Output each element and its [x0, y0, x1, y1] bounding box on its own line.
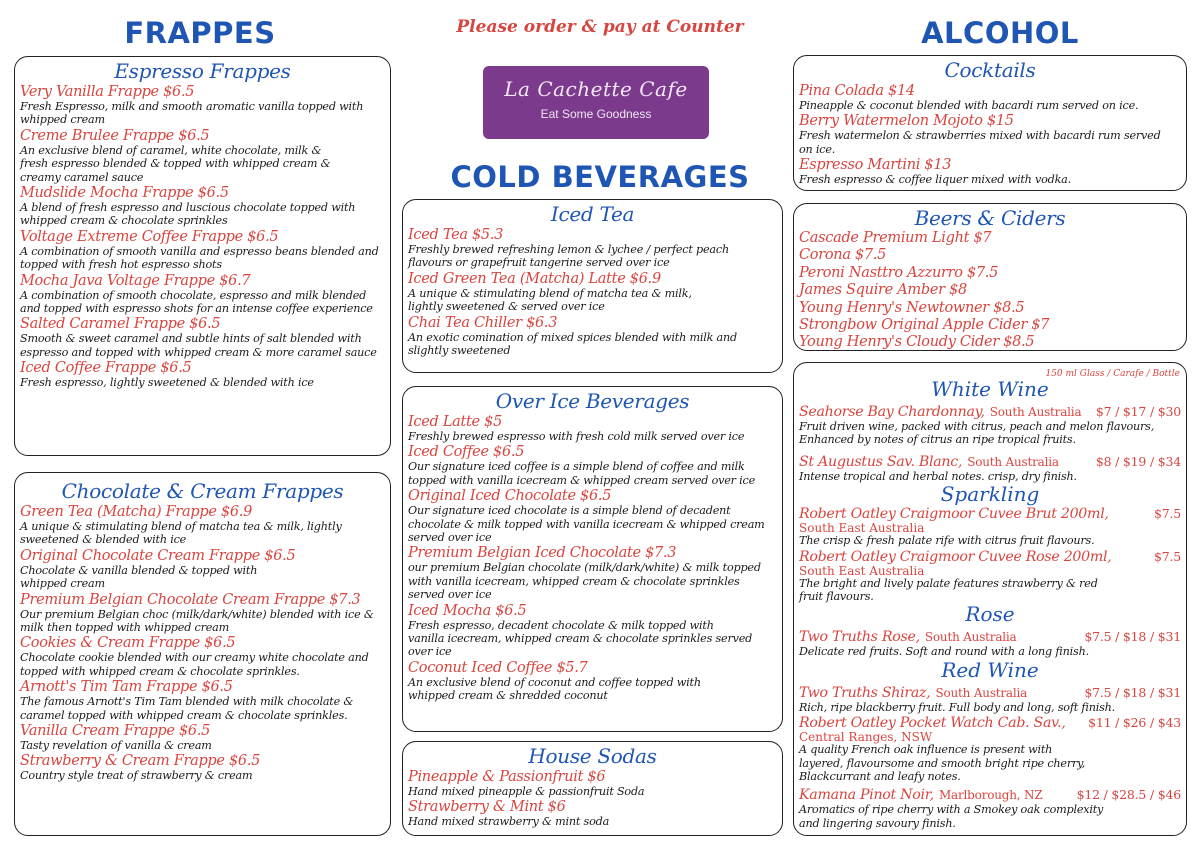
item-name: Salted Caramel Frappe $6.5: [20, 316, 221, 333]
wine-item: [799, 682, 1181, 714]
menu-item: [408, 603, 777, 659]
menu-item: [20, 592, 385, 635]
chocolate-frappes-panel: [14, 472, 391, 836]
cocktails-panel: [793, 55, 1187, 191]
wine-name: Two Truths Shiraz,: [799, 684, 931, 701]
order-notice: Please order & pay at Counter: [456, 17, 744, 37]
wine-region: South East Australia: [799, 521, 925, 536]
item-name: Very Vanilla Frappe $6.5: [20, 84, 195, 100]
item-name: Vanilla Cream Frappe $6.5: [20, 723, 211, 740]
item-name: Premium Belgian Iced Chocolate $7.3: [408, 545, 677, 562]
cocktails-title: Cocktails: [944, 58, 1036, 82]
item-description: our premium Belgian chocolate (milk/dark/white) & milk topped with vanilla icecream, whipped cream & chocolate sprinkles served over ice: [408, 561, 761, 602]
item-name: Iced Coffee $6.5: [408, 444, 525, 461]
wine-region: Central Ranges, NSW: [799, 730, 933, 745]
item-description: Chocolate cookie blended with our creamy white chocolate and topped with whipped cream & chocolate sprinkles.: [20, 651, 369, 678]
item-description: An exotic comination of mixed spices blended with milk and slightly sweetened: [408, 330, 737, 358]
item-description: Fresh espresso, lightly sweetened & blended with ice: [20, 376, 314, 390]
menu-item: [20, 679, 385, 722]
item-description: Our premium Belgian choc (milk/dark/white) blended with ice & milk then topped with whipped cream: [20, 607, 374, 635]
item-name: Voltage Extreme Coffee Frappe $6.5: [20, 228, 279, 245]
item-name: Strawberry & Cream Frappe $6.5: [20, 753, 261, 770]
item-description: Tasty revelation of vanilla & cream: [20, 739, 212, 753]
menu-item: [799, 157, 1181, 186]
item-name: Cookies & Cream Frappe $6.5: [20, 635, 236, 652]
item-name: Original Chocolate Cream Frappe $6.5: [20, 547, 296, 564]
wine-name: Robert Oatley Craigmoor Cuvee Rose 200ml,: [799, 548, 1112, 565]
wine-name: Robert Oatley Pocket Watch Cab. Sav.,: [799, 715, 1066, 732]
menu-item: [408, 769, 777, 798]
wine-price: $8 / $19 / $34: [1095, 453, 1181, 469]
menu-item: [408, 545, 777, 601]
wine-region: South Australia: [935, 685, 1028, 700]
item-name: Iced Coffee Frappe $6.5: [20, 360, 192, 377]
item-description: A unique & stimulating blend of matcha tea & milk, lightly sweetened & blended with ice: [20, 520, 342, 547]
item-name: Pina Colada $14: [799, 83, 915, 99]
item-description: Our signature iced coffee is a simple blend of coffee and milk topped with vanilla icecream & whipped cream served over ice: [408, 460, 756, 487]
logo-name: La Cachette Cafe: [504, 77, 688, 101]
menu-item: [408, 660, 777, 703]
item-name: Iced Mocha $6.5: [408, 602, 527, 619]
house-sodas-title: House Sodas: [528, 744, 657, 768]
wine-name: Two Truths Rose,: [799, 629, 920, 646]
wine-item: [799, 401, 1181, 447]
wine-price: $11 / $26 / $43: [1088, 715, 1181, 731]
wine-name: Seahorse Bay Chardonnay,: [799, 404, 985, 420]
item-name: Arnott's Tim Tam Frappe $6.5: [20, 679, 233, 696]
item-description: Hand mixed pineapple & passionfruit Soda: [408, 785, 645, 798]
menu-item: [20, 504, 385, 547]
wine-panel: [793, 362, 1187, 836]
item-description: Chocolate & vanilla blended & topped with whipped cream: [20, 563, 258, 591]
menu-item: [408, 315, 777, 358]
menu-item: [408, 227, 777, 270]
beer-item: Strongbow Original Apple Cider $7: [799, 317, 1050, 334]
item-name: Mocha Java Voltage Frappe $6.7: [20, 272, 251, 289]
cafe-logo: [483, 66, 709, 139]
item-name: Premium Belgian Chocolate Cream Frappe $7.3: [20, 591, 361, 608]
wine-region: South Australia: [989, 405, 1082, 419]
menu-item: [20, 273, 385, 316]
wine-item: [799, 626, 1181, 658]
item-name: Coconut Iced Coffee $5.7: [408, 659, 588, 676]
menu-item: [799, 113, 1181, 156]
item-name: Iced Tea $5.3: [408, 227, 504, 243]
item-description: Freshly brewed espresso with fresh cold milk served over ice: [408, 430, 745, 443]
wine-price: $12 / $28.5 / $46: [1076, 787, 1181, 803]
beer-item: Peroni Nasttro Azzurro $7.5: [799, 264, 999, 281]
beer-item: Cascade Premium Light $7: [799, 230, 992, 246]
wine-price: $7.5: [1153, 548, 1181, 564]
wine-price: $7.5: [1153, 506, 1181, 522]
menu-item: [408, 799, 777, 828]
serving-size-note: 150 ml Glass / Carafe / Bottle: [1045, 369, 1180, 379]
item-description: A combination of smooth chocolate, espresso and milk blended and topped with espresso shots for an intense coffee experience: [20, 288, 373, 316]
menu-item: [20, 753, 385, 782]
item-description: The famous Arnott's Tim Tam blended with milk chocolate & caramel topped with whipped cream & chocolate sprinkles.: [20, 695, 354, 722]
item-description: Aromatics of ripe cherry with a Smokey oak complexity and lingering savoury finish.: [799, 803, 1104, 830]
beer-item: Young Henry's Newtowner $8.5: [799, 299, 1025, 316]
item-description: Smooth & sweet caramel and subtle hints of salt blended with espresso and topped with whipped cream & more caramel sauce: [20, 332, 377, 359]
wine-item: [799, 784, 1181, 830]
wine-region: Marlborough, NZ: [938, 788, 1043, 803]
beers-title: Beers & Ciders: [914, 206, 1066, 230]
beer-item: Young Henry's Cloudy Cider $8.5: [799, 334, 1035, 351]
item-description: Our signature iced chocolate is a simple blend of decadent chocolate & milk topped with vanilla icecream & whipped cream served over ice: [408, 504, 765, 545]
item-description: Fresh espresso, decadent chocolate & milk topped with vanilla icecream, whipped cream & chocolate sprinkles served over ice: [408, 618, 753, 659]
menu-item: [408, 444, 777, 487]
over-ice-title: Over Ice Beverages: [495, 389, 690, 413]
item-description: Fruit driven wine, packed with citrus, peach and melon flavours, Enhanced by notes of citrus an ripe tropical fruits.: [799, 420, 1155, 447]
item-description: An exclusive blend of coconut and coffee topped with whipped cream & shredded coconut: [408, 675, 701, 703]
menu-item: [20, 185, 385, 228]
item-description: Pineapple & coconut blended with bacardi rum served on ice.: [799, 99, 1139, 112]
wine-item: [799, 506, 1181, 547]
menu-item: [799, 83, 1181, 112]
wine-price: $7 / $17 / $30: [1095, 404, 1181, 419]
iced-tea-title: Iced Tea: [550, 202, 635, 226]
item-description: A unique & stimulating blend of matcha tea & milk, lightly sweetened & served over ice: [408, 286, 692, 314]
wine-price: $7.5 / $18 / $31: [1084, 684, 1181, 700]
item-description: Country style treat of strawberry & cream: [20, 769, 253, 783]
wine-item: [799, 549, 1181, 604]
item-description: An exclusive blend of caramel, white chocolate, milk & fresh espresso blended & topped with whipped cream & creamy caramel sauce: [20, 143, 331, 184]
item-name: Green Tea (Matcha) Frappe $6.9: [20, 504, 253, 520]
house-sodas-panel: [402, 741, 783, 836]
menu-item: [20, 635, 385, 678]
sparkling-title: Sparkling: [940, 482, 1040, 507]
item-name: Original Iced Chocolate $6.5: [408, 488, 612, 505]
item-description: A combination of smooth vanilla and espresso beans blended and topped with fresh hot espresso shots: [20, 244, 379, 272]
iced-tea-panel: [402, 199, 783, 373]
item-description: Intense tropical and herbal notes. crisp, dry finish.: [799, 469, 1077, 483]
wine-price: $7.5 / $18 / $31: [1084, 629, 1181, 645]
item-description: Fresh espresso & coffee liquer mixed with vodka.: [799, 173, 1072, 187]
menu-item: [20, 360, 385, 389]
wine-region: South Australia: [924, 630, 1017, 645]
item-name: Chai Tea Chiller $6.3: [408, 314, 558, 331]
item-description: Fresh watermelon & strawberries mixed with bacardi rum served on ice.: [799, 129, 1161, 156]
item-description: The crisp & fresh palate rife with citrus fruit flavours.: [799, 534, 1095, 548]
item-name: Iced Green Tea (Matcha) Latte $6.9: [408, 270, 661, 287]
item-description: Freshly brewed refreshing lemon & lychee / perfect peach flavours or grapefruit tangerine served over ice: [408, 243, 729, 270]
wine-name: St Augustus Sav. Blanc,: [799, 453, 963, 470]
beer-item: Corona $7.5: [799, 247, 887, 264]
wine-item: [799, 715, 1181, 783]
wine-item: [799, 451, 1181, 483]
beer-item: James Squire Amber $8: [799, 282, 967, 299]
item-name: Mudslide Mocha Frappe $6.5: [20, 185, 229, 202]
item-name: Pineapple & Passionfruit $6: [408, 769, 606, 785]
wine-name: Kamana Pinot Noir,: [799, 787, 934, 804]
wine-region: South Australia: [967, 454, 1059, 469]
item-description: Rich, ripe blackberry fruit. Full body and long, soft finish.: [799, 700, 1116, 714]
espresso-frappes-title: Espresso Frappes: [114, 59, 291, 83]
item-name: Creme Brulee Frappe $6.5: [20, 127, 210, 144]
item-description: Hand mixed strawberry & mint soda: [408, 815, 610, 829]
over-ice-panel: [402, 386, 783, 732]
item-name: Iced Latte $5: [408, 414, 502, 430]
item-name: Strawberry & Mint $6: [408, 799, 566, 816]
menu-item: [408, 488, 777, 544]
menu-item: [408, 271, 777, 314]
red-wine-title: Red Wine: [941, 657, 1039, 682]
item-name: Espresso Martini $13: [799, 157, 952, 174]
logo-tagline: Eat Some Goodness: [540, 107, 652, 121]
item-description: Fresh Espresso, milk and smooth aromatic vanilla topped with whipped cream: [20, 100, 364, 127]
wine-region: South East Australia: [799, 563, 925, 578]
menu-item: [20, 548, 385, 591]
menu-item: [20, 316, 385, 359]
menu-item: [20, 84, 385, 127]
item-name: Berry Watermelon Mojoto $15: [799, 113, 1014, 130]
alcohol-heading: ALCOHOL: [921, 16, 1079, 50]
frappes-heading: FRAPPES: [124, 16, 276, 50]
menu-item: [20, 723, 385, 752]
chocolate-frappes-title: Chocolate & Cream Frappes: [61, 479, 344, 503]
item-description: The bright and lively palate features strawberry & red fruit flavours.: [799, 576, 1098, 604]
rose-title: Rose: [965, 602, 1015, 627]
menu-item: [408, 414, 777, 443]
item-description: Delicate red fruits. Soft and round with a long finish.: [799, 645, 1089, 659]
menu-item: [20, 229, 385, 272]
wine-name: Robert Oatley Craigmoor Cuvee Brut 200ml,: [799, 506, 1109, 523]
espresso-frappes-panel: [14, 56, 391, 456]
beers-panel: [793, 203, 1187, 351]
item-description: A quality French oak influence is present with layered, flavoursome and smooth bright ripe cherry, Blackcurrant and leafy notes.: [799, 743, 1086, 784]
item-description: A blend of fresh espresso and luscious chocolate topped with whipped cream & chocolate sprinkles: [20, 201, 356, 228]
cold-beverages-heading: COLD BEVERAGES: [450, 160, 750, 194]
white-wine-title: White Wine: [931, 377, 1049, 401]
menu-item: [20, 128, 385, 184]
